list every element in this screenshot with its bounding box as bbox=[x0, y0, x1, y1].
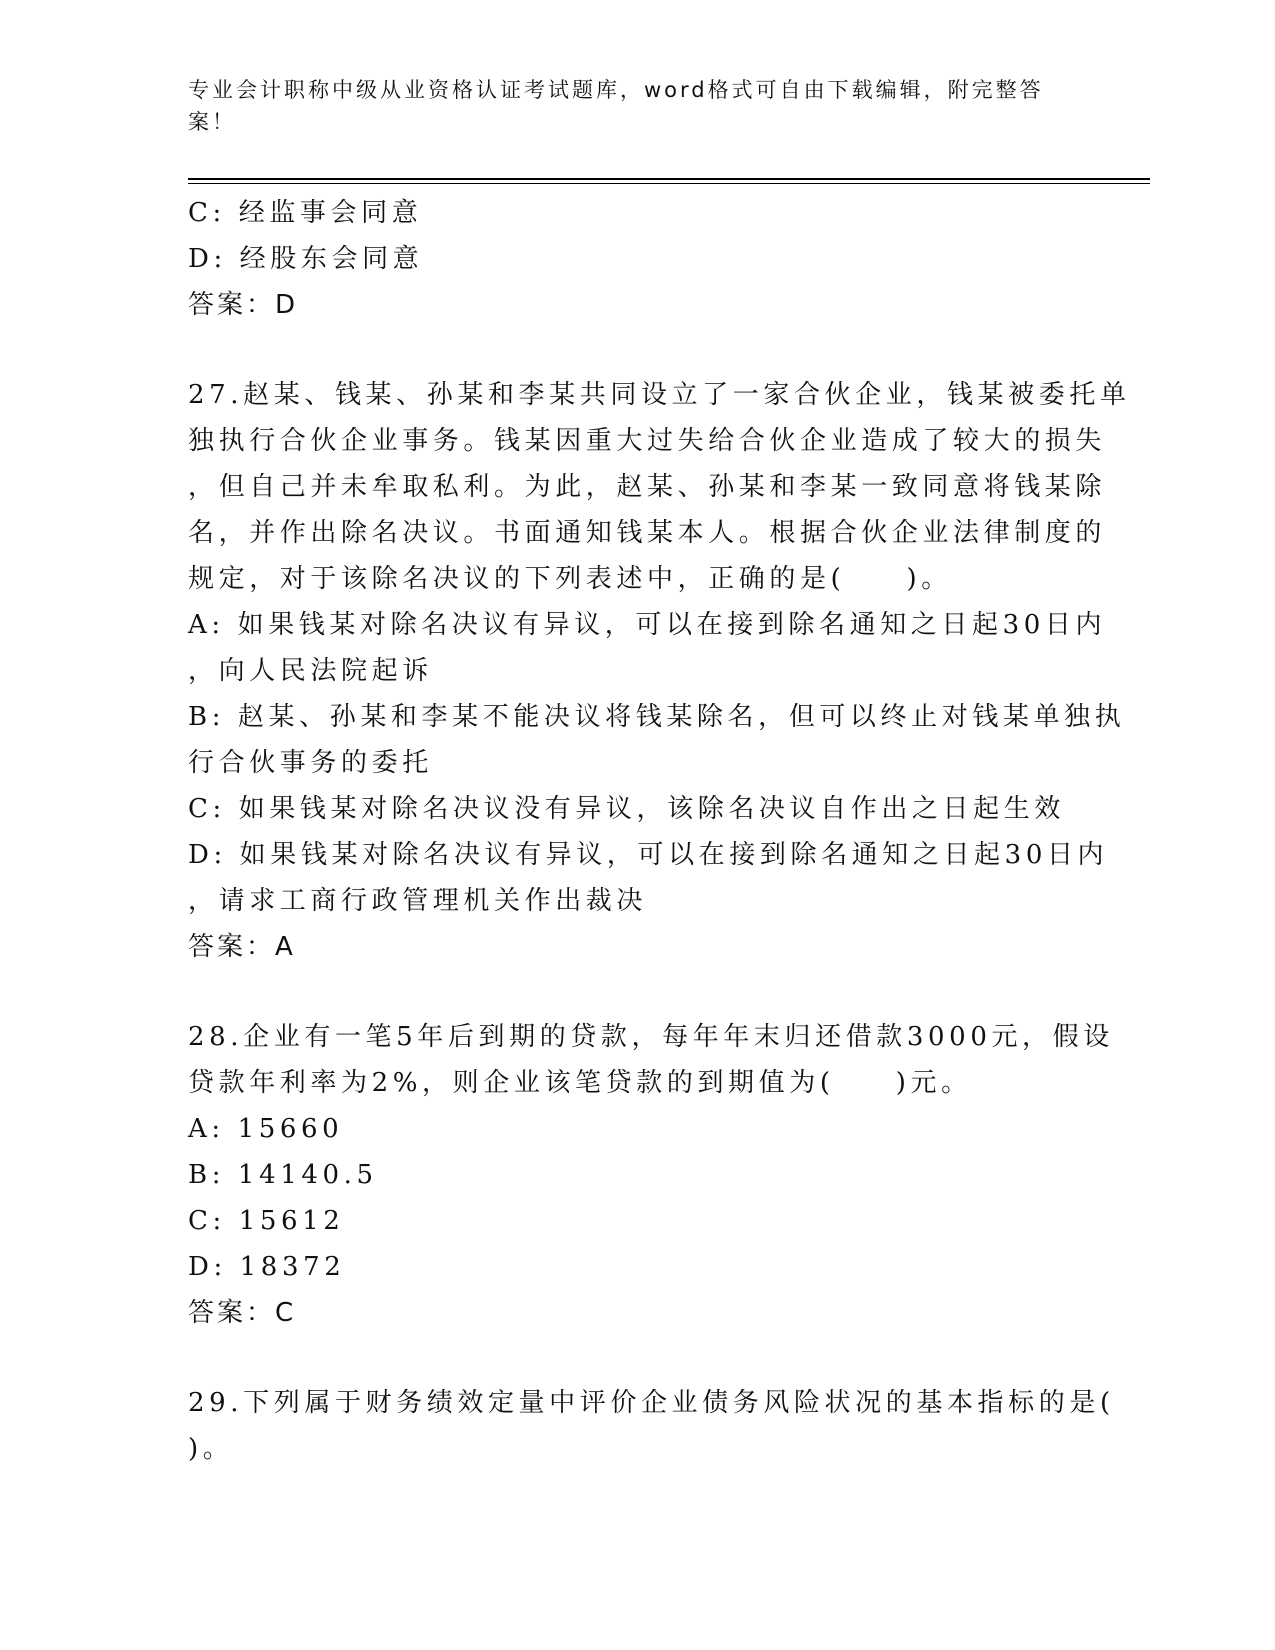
answer-line: 答案：D bbox=[188, 290, 299, 320]
text-line: ，但自己并未牟取私利。为此，赵某、孙某和李某一致同意将钱某除 bbox=[188, 472, 1107, 502]
text-line: ，向人民法院起诉 bbox=[188, 656, 433, 686]
text-line: 28.企业有一笔5年后到期的贷款，每年年末归还借款3000元，假设 bbox=[188, 1022, 1114, 1052]
text-line: 贷款年利率为2%，则企业该笔贷款的到期值为( )元。 bbox=[188, 1068, 972, 1098]
text-line: A: 如果钱某对除名决议有异议，可以在接到除名通知之日起30日内 bbox=[188, 610, 1107, 640]
text-line: 27.赵某、钱某、孙某和李某共同设立了一家合伙企业，钱某被委托单 bbox=[188, 380, 1131, 410]
question-content bbox=[188, 190, 1131, 1472]
text-line: ，请求工商行政管理机关作出裁决 bbox=[188, 886, 648, 916]
text-line: B: 14140.5 bbox=[188, 1160, 378, 1190]
header-rule-thin bbox=[188, 183, 1150, 184]
text-line: C: 15612 bbox=[188, 1206, 345, 1236]
text-line: D: 经股东会同意 bbox=[188, 244, 424, 274]
text-line: 独执行合伙企业事务。钱某因重大过失给合伙企业造成了较大的损失 bbox=[188, 426, 1107, 456]
text-line: 名，并作出除名决议。书面通知钱某本人。根据合伙企业法律制度的 bbox=[188, 518, 1107, 548]
header-rule-thick bbox=[188, 178, 1150, 180]
text-line: 29.下列属于财务绩效定量中评价企业债务风险状况的基本指标的是( bbox=[188, 1388, 1115, 1418]
question-spacer bbox=[188, 970, 1088, 1014]
text-line: B: 赵某、孙某和李某不能决议将钱某除名，但可以终止对钱某单独执 bbox=[188, 702, 1126, 732]
text-line: )。 bbox=[188, 1434, 234, 1464]
question-spacer bbox=[188, 1336, 1088, 1380]
text-line: A: 15660 bbox=[188, 1114, 344, 1144]
answer-line: 答案：C bbox=[188, 1298, 297, 1328]
text-line: D: 18372 bbox=[188, 1252, 346, 1282]
text-line: C: 经监事会同意 bbox=[188, 198, 423, 228]
question-spacer bbox=[188, 328, 1088, 372]
text-line: 规定，对于该除名决议的下列表述中，正确的是( )。 bbox=[188, 564, 952, 594]
text-line: D: 如果钱某对除名决议有异议，可以在接到除名通知之日起30日内 bbox=[188, 840, 1109, 870]
text-line: 行合伙事务的委托 bbox=[188, 748, 433, 778]
answer-line: 答案：A bbox=[188, 932, 296, 962]
text-line: C: 如果钱某对除名决议没有异议，该除名决议自作出之日起生效 bbox=[188, 794, 1065, 824]
page-header: 专业会计职称中级从业资格认证考试题库，word格式可自由下载编辑，附完整答案！ bbox=[188, 78, 1044, 134]
